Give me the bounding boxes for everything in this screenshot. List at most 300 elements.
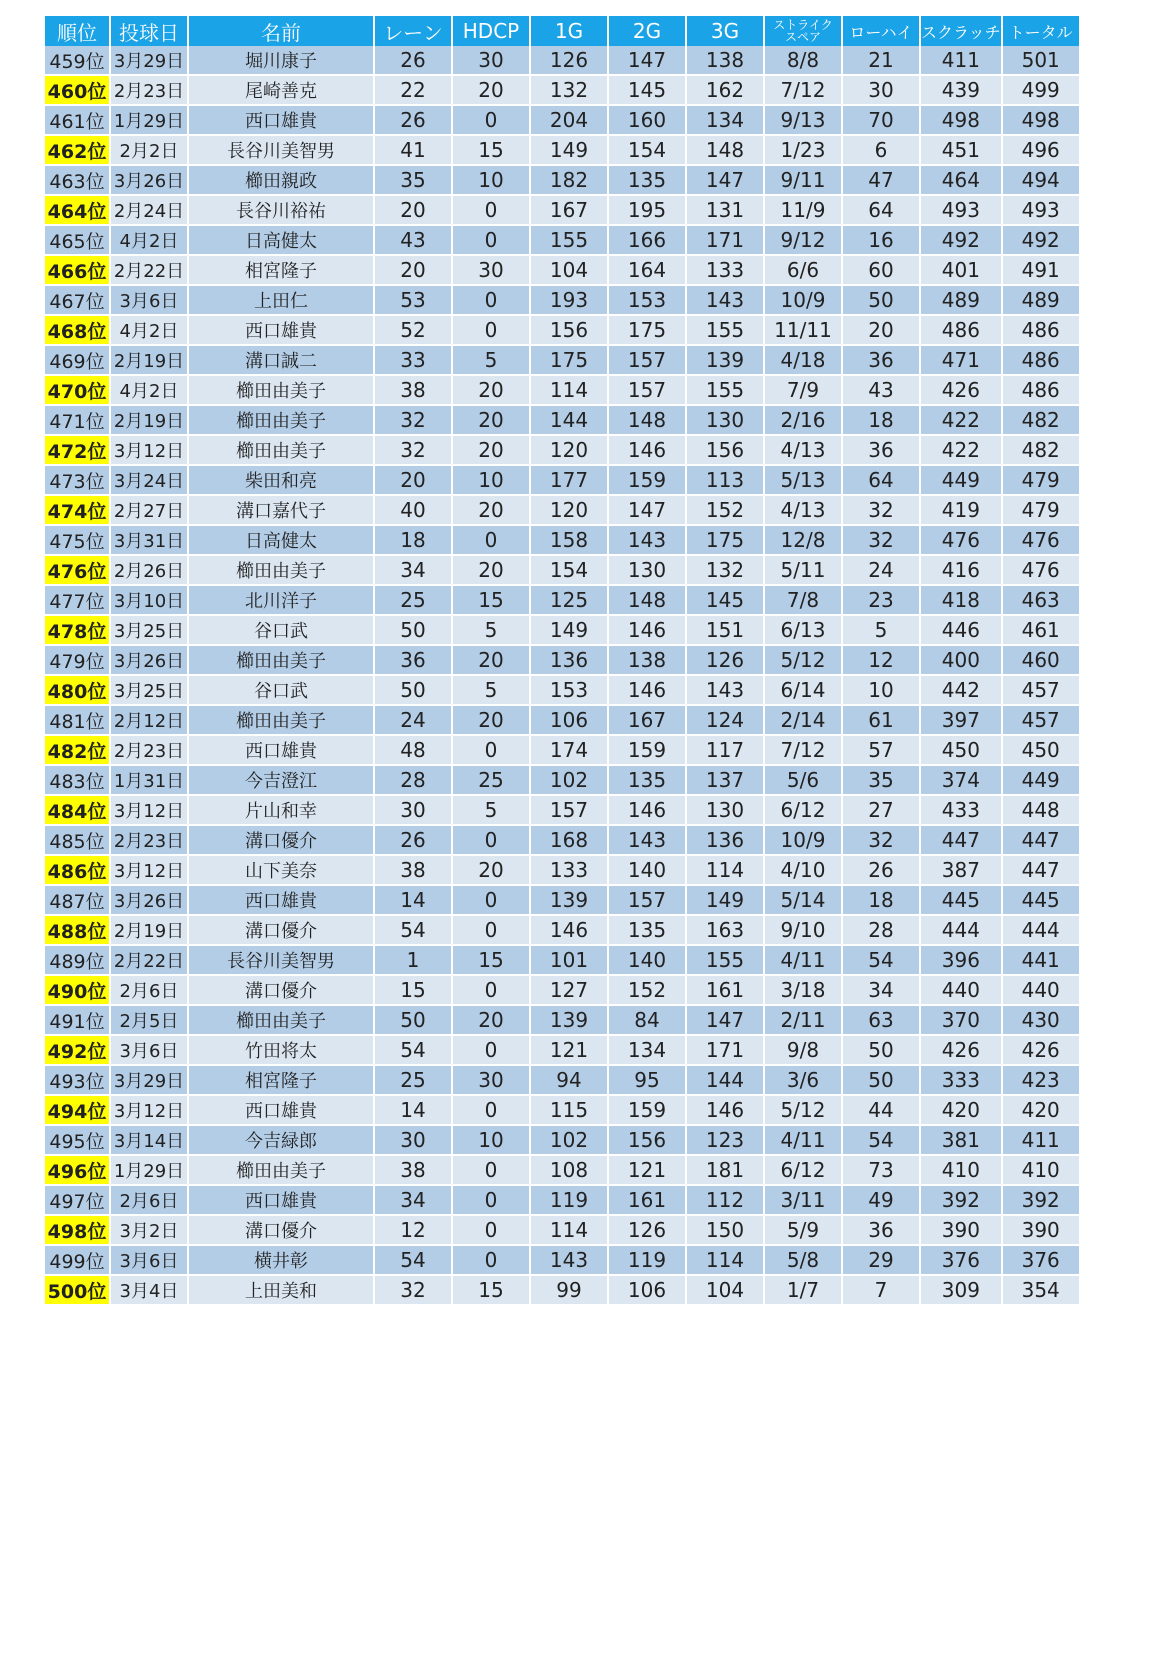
low-high-cell: 73 <box>843 1156 919 1186</box>
game2-cell: 135 <box>609 166 685 196</box>
game1-cell: 149 <box>531 136 607 166</box>
date-cell: 3月10日 <box>111 586 187 616</box>
table-row <box>45 946 1079 976</box>
low-high-cell: 63 <box>843 1006 919 1036</box>
lane-cell: 14 <box>375 1096 451 1126</box>
ranking-table <box>43 16 1081 1306</box>
lane-cell: 48 <box>375 736 451 766</box>
date-cell: 2月23日 <box>111 736 187 766</box>
game2-cell: 166 <box>609 226 685 256</box>
game3-cell: 152 <box>687 496 763 526</box>
game1-cell: 132 <box>531 76 607 106</box>
date-cell: 3月25日 <box>111 616 187 646</box>
low-high-cell: 61 <box>843 706 919 736</box>
name-cell: 堀川康子 <box>189 46 373 76</box>
name-cell: 櫛田由美子 <box>189 706 373 736</box>
game1-cell: 102 <box>531 766 607 796</box>
scratch-cell: 486 <box>921 316 1001 346</box>
date-cell: 2月27日 <box>111 496 187 526</box>
date-cell: 3月6日 <box>111 286 187 316</box>
game3-cell: 126 <box>687 646 763 676</box>
rank-cell: 485位 <box>45 826 109 856</box>
game3-cell: 143 <box>687 286 763 316</box>
strike-spare-cell: 3/6 <box>765 1066 841 1096</box>
total-cell: 496 <box>1003 136 1079 166</box>
hdcp-cell: 0 <box>453 1156 529 1186</box>
game3-cell: 132 <box>687 556 763 586</box>
low-high-cell: 32 <box>843 526 919 556</box>
table-row <box>45 346 1079 376</box>
lane-cell: 41 <box>375 136 451 166</box>
table-row <box>45 466 1079 496</box>
date-cell: 3月12日 <box>111 436 187 466</box>
game2-cell: 95 <box>609 1066 685 1096</box>
strike-spare-cell: 8/8 <box>765 46 841 76</box>
table-row <box>45 136 1079 166</box>
date-cell: 3月26日 <box>111 166 187 196</box>
total-cell: 457 <box>1003 706 1079 736</box>
hdcp-cell: 0 <box>453 316 529 346</box>
hdcp-cell: 0 <box>453 526 529 556</box>
scratch-cell: 410 <box>921 1156 1001 1186</box>
rank-cell: 497位 <box>45 1186 109 1216</box>
total-cell: 498 <box>1003 106 1079 136</box>
low-high-cell: 50 <box>843 286 919 316</box>
total-cell: 491 <box>1003 256 1079 286</box>
scratch-cell: 444 <box>921 916 1001 946</box>
total-cell: 486 <box>1003 316 1079 346</box>
game1-cell: 115 <box>531 1096 607 1126</box>
rank-cell: 483位 <box>45 766 109 796</box>
low-high-cell: 60 <box>843 256 919 286</box>
name-cell: 山下美奈 <box>189 856 373 886</box>
lane-cell: 38 <box>375 1156 451 1186</box>
strike-spare-cell: 3/11 <box>765 1186 841 1216</box>
game3-cell: 151 <box>687 616 763 646</box>
game3-cell: 161 <box>687 976 763 1006</box>
table-row <box>45 256 1079 286</box>
table-row <box>45 706 1079 736</box>
total-cell: 390 <box>1003 1216 1079 1246</box>
game3-cell: 147 <box>687 1006 763 1036</box>
game2-cell: 146 <box>609 676 685 706</box>
total-cell: 447 <box>1003 826 1079 856</box>
lane-cell: 26 <box>375 826 451 856</box>
game1-cell: 149 <box>531 616 607 646</box>
table-row <box>45 226 1079 256</box>
rank-cell: 490位 <box>45 976 109 1006</box>
game2-cell: 147 <box>609 46 685 76</box>
rank-cell: 463位 <box>45 166 109 196</box>
hdcp-cell: 20 <box>453 436 529 466</box>
game2-cell: 157 <box>609 886 685 916</box>
date-cell: 1月29日 <box>111 106 187 136</box>
game1-cell: 174 <box>531 736 607 766</box>
game3-cell: 146 <box>687 1096 763 1126</box>
low-high-cell: 30 <box>843 76 919 106</box>
date-cell: 1月31日 <box>111 766 187 796</box>
game2-cell: 140 <box>609 856 685 886</box>
name-cell: 長谷川美智男 <box>189 136 373 166</box>
game2-cell: 135 <box>609 916 685 946</box>
game3-cell: 175 <box>687 526 763 556</box>
game1-cell: 108 <box>531 1156 607 1186</box>
rank-cell: 464位 <box>45 196 109 226</box>
date-cell: 4月2日 <box>111 316 187 346</box>
hdcp-cell: 0 <box>453 886 529 916</box>
name-cell: 尾崎善克 <box>189 76 373 106</box>
scratch-cell: 447 <box>921 826 1001 856</box>
game2-cell: 153 <box>609 286 685 316</box>
name-cell: 櫛田親政 <box>189 166 373 196</box>
table-row <box>45 526 1079 556</box>
strike-spare-cell: 5/12 <box>765 646 841 676</box>
game3-cell: 113 <box>687 466 763 496</box>
game1-cell: 102 <box>531 1126 607 1156</box>
hdcp-cell: 0 <box>453 1096 529 1126</box>
low-high-cell: 70 <box>843 106 919 136</box>
low-high-cell: 20 <box>843 316 919 346</box>
game2-cell: 148 <box>609 406 685 436</box>
game1-cell: 106 <box>531 706 607 736</box>
total-cell: 463 <box>1003 586 1079 616</box>
hdcp-cell: 0 <box>453 1216 529 1246</box>
lane-cell: 1 <box>375 946 451 976</box>
date-cell: 3月31日 <box>111 526 187 556</box>
game2-cell: 159 <box>609 736 685 766</box>
hdcp-cell: 5 <box>453 616 529 646</box>
game1-cell: 120 <box>531 496 607 526</box>
header-lane: レーン <box>375 16 451 46</box>
date-cell: 3月29日 <box>111 1066 187 1096</box>
date-cell: 2月23日 <box>111 76 187 106</box>
game1-cell: 125 <box>531 586 607 616</box>
table-row <box>45 76 1079 106</box>
game1-cell: 204 <box>531 106 607 136</box>
total-cell: 476 <box>1003 526 1079 556</box>
low-high-cell: 43 <box>843 376 919 406</box>
game1-cell: 158 <box>531 526 607 556</box>
rank-cell: 495位 <box>45 1126 109 1156</box>
strike-spare-cell: 5/13 <box>765 466 841 496</box>
rank-cell: 471位 <box>45 406 109 436</box>
name-cell: 溝口嘉代子 <box>189 496 373 526</box>
lane-cell: 20 <box>375 196 451 226</box>
game3-cell: 112 <box>687 1186 763 1216</box>
total-cell: 493 <box>1003 196 1079 226</box>
table-row <box>45 1216 1079 1246</box>
scratch-cell: 397 <box>921 706 1001 736</box>
lane-cell: 34 <box>375 1186 451 1216</box>
name-cell: 日高健太 <box>189 526 373 556</box>
date-cell: 3月12日 <box>111 1096 187 1126</box>
total-cell: 486 <box>1003 346 1079 376</box>
hdcp-cell: 0 <box>453 196 529 226</box>
table-row <box>45 796 1079 826</box>
low-high-cell: 16 <box>843 226 919 256</box>
low-high-cell: 36 <box>843 346 919 376</box>
game1-cell: 136 <box>531 646 607 676</box>
scratch-cell: 309 <box>921 1276 1001 1306</box>
game2-cell: 161 <box>609 1186 685 1216</box>
name-cell: 上田仁 <box>189 286 373 316</box>
total-cell: 460 <box>1003 646 1079 676</box>
game1-cell: 101 <box>531 946 607 976</box>
rank-cell: 459位 <box>45 46 109 76</box>
low-high-cell: 10 <box>843 676 919 706</box>
hdcp-cell: 0 <box>453 976 529 1006</box>
scratch-cell: 439 <box>921 76 1001 106</box>
scratch-cell: 370 <box>921 1006 1001 1036</box>
lane-cell: 25 <box>375 1066 451 1096</box>
scratch-cell: 492 <box>921 226 1001 256</box>
rank-cell: 467位 <box>45 286 109 316</box>
strike-spare-cell: 6/12 <box>765 796 841 826</box>
game1-cell: 144 <box>531 406 607 436</box>
scratch-cell: 376 <box>921 1246 1001 1276</box>
strike-spare-cell: 5/6 <box>765 766 841 796</box>
name-cell: 西口雄貴 <box>189 1186 373 1216</box>
rank-cell: 476位 <box>45 556 109 586</box>
game3-cell: 143 <box>687 676 763 706</box>
total-cell: 492 <box>1003 226 1079 256</box>
rank-cell: 472位 <box>45 436 109 466</box>
low-high-cell: 54 <box>843 946 919 976</box>
game2-cell: 126 <box>609 1216 685 1246</box>
header-game3: 3G <box>687 16 763 46</box>
table-row <box>45 586 1079 616</box>
table-row <box>45 826 1079 856</box>
rank-cell: 486位 <box>45 856 109 886</box>
table-row <box>45 1066 1079 1096</box>
header-name: 名前 <box>189 16 373 46</box>
lane-cell: 35 <box>375 166 451 196</box>
hdcp-cell: 30 <box>453 46 529 76</box>
scratch-cell: 440 <box>921 976 1001 1006</box>
lane-cell: 22 <box>375 76 451 106</box>
game2-cell: 157 <box>609 346 685 376</box>
game1-cell: 143 <box>531 1246 607 1276</box>
name-cell: 今吉澄江 <box>189 766 373 796</box>
lane-cell: 50 <box>375 1006 451 1036</box>
header-hdcp: HDCP <box>453 16 529 46</box>
name-cell: 溝口優介 <box>189 1216 373 1246</box>
game2-cell: 167 <box>609 706 685 736</box>
rank-cell: 487位 <box>45 886 109 916</box>
low-high-cell: 21 <box>843 46 919 76</box>
table-row <box>45 916 1079 946</box>
lane-cell: 20 <box>375 256 451 286</box>
scratch-cell: 418 <box>921 586 1001 616</box>
strike-spare-cell: 3/18 <box>765 976 841 1006</box>
rank-cell: 469位 <box>45 346 109 376</box>
lane-cell: 30 <box>375 1126 451 1156</box>
low-high-cell: 7 <box>843 1276 919 1306</box>
table-row <box>45 196 1079 226</box>
scratch-cell: 392 <box>921 1186 1001 1216</box>
hdcp-cell: 0 <box>453 226 529 256</box>
low-high-cell: 57 <box>843 736 919 766</box>
game1-cell: 167 <box>531 196 607 226</box>
name-cell: 谷口武 <box>189 616 373 646</box>
date-cell: 1月29日 <box>111 1156 187 1186</box>
game3-cell: 124 <box>687 706 763 736</box>
table-row <box>45 1126 1079 1156</box>
game1-cell: 154 <box>531 556 607 586</box>
rank-cell: 468位 <box>45 316 109 346</box>
strike-spare-cell: 5/9 <box>765 1216 841 1246</box>
scratch-cell: 445 <box>921 886 1001 916</box>
game1-cell: 157 <box>531 796 607 826</box>
name-cell: 西口雄貴 <box>189 736 373 766</box>
name-cell: 長谷川裕祐 <box>189 196 373 226</box>
rank-cell: 461位 <box>45 106 109 136</box>
hdcp-cell: 10 <box>453 466 529 496</box>
name-cell: 長谷川美智男 <box>189 946 373 976</box>
rank-cell: 479位 <box>45 646 109 676</box>
date-cell: 3月29日 <box>111 46 187 76</box>
name-cell: 櫛田由美子 <box>189 646 373 676</box>
low-high-cell: 28 <box>843 916 919 946</box>
low-high-cell: 50 <box>843 1066 919 1096</box>
lane-cell: 26 <box>375 46 451 76</box>
rank-cell: 498位 <box>45 1216 109 1246</box>
hdcp-cell: 20 <box>453 1006 529 1036</box>
header-game1: 1G <box>531 16 607 46</box>
total-cell: 420 <box>1003 1096 1079 1126</box>
total-cell: 479 <box>1003 466 1079 496</box>
total-cell: 486 <box>1003 376 1079 406</box>
name-cell: 谷口武 <box>189 676 373 706</box>
rank-cell: 478位 <box>45 616 109 646</box>
hdcp-cell: 10 <box>453 166 529 196</box>
strike-spare-cell: 4/13 <box>765 496 841 526</box>
name-cell: 西口雄貴 <box>189 106 373 136</box>
low-high-cell: 44 <box>843 1096 919 1126</box>
table-row <box>45 976 1079 1006</box>
low-high-cell: 24 <box>843 556 919 586</box>
strike-spare-cell: 1/23 <box>765 136 841 166</box>
low-high-cell: 47 <box>843 166 919 196</box>
lane-cell: 50 <box>375 616 451 646</box>
game2-cell: 119 <box>609 1246 685 1276</box>
table-body <box>45 46 1079 1306</box>
game3-cell: 163 <box>687 916 763 946</box>
low-high-cell: 50 <box>843 1036 919 1066</box>
name-cell: 溝口誠二 <box>189 346 373 376</box>
name-cell: 横井彰 <box>189 1246 373 1276</box>
header-rank: 順位 <box>45 16 109 46</box>
rank-cell: 465位 <box>45 226 109 256</box>
low-high-cell: 32 <box>843 826 919 856</box>
name-cell: 櫛田由美子 <box>189 1156 373 1186</box>
game2-cell: 159 <box>609 466 685 496</box>
scratch-cell: 449 <box>921 466 1001 496</box>
game2-cell: 154 <box>609 136 685 166</box>
game1-cell: 182 <box>531 166 607 196</box>
date-cell: 4月2日 <box>111 376 187 406</box>
scratch-cell: 390 <box>921 1216 1001 1246</box>
hdcp-cell: 20 <box>453 856 529 886</box>
name-cell: 西口雄貴 <box>189 1096 373 1126</box>
lane-cell: 53 <box>375 286 451 316</box>
low-high-cell: 35 <box>843 766 919 796</box>
strike-spare-cell: 4/11 <box>765 1126 841 1156</box>
strike-spare-cell: 6/12 <box>765 1156 841 1186</box>
game2-cell: 145 <box>609 76 685 106</box>
game2-cell: 106 <box>609 1276 685 1306</box>
date-cell: 3月12日 <box>111 856 187 886</box>
lane-cell: 15 <box>375 976 451 1006</box>
game1-cell: 126 <box>531 46 607 76</box>
date-cell: 2月19日 <box>111 346 187 376</box>
total-cell: 426 <box>1003 1036 1079 1066</box>
rank-cell: 481位 <box>45 706 109 736</box>
lane-cell: 40 <box>375 496 451 526</box>
lane-cell: 32 <box>375 406 451 436</box>
game2-cell: 146 <box>609 436 685 466</box>
date-cell: 2月22日 <box>111 256 187 286</box>
game1-cell: 139 <box>531 886 607 916</box>
scratch-cell: 400 <box>921 646 1001 676</box>
game2-cell: 138 <box>609 646 685 676</box>
scratch-cell: 420 <box>921 1096 1001 1126</box>
game1-cell: 114 <box>531 1216 607 1246</box>
game1-cell: 193 <box>531 286 607 316</box>
game3-cell: 144 <box>687 1066 763 1096</box>
date-cell: 3月25日 <box>111 676 187 706</box>
table-row <box>45 496 1079 526</box>
date-cell: 2月12日 <box>111 706 187 736</box>
hdcp-cell: 15 <box>453 586 529 616</box>
game1-cell: 99 <box>531 1276 607 1306</box>
lane-cell: 14 <box>375 886 451 916</box>
rank-cell: 499位 <box>45 1246 109 1276</box>
hdcp-cell: 5 <box>453 676 529 706</box>
lane-cell: 25 <box>375 586 451 616</box>
total-cell: 411 <box>1003 1126 1079 1156</box>
strike-spare-cell: 4/10 <box>765 856 841 886</box>
total-cell: 449 <box>1003 766 1079 796</box>
game1-cell: 120 <box>531 436 607 466</box>
game3-cell: 147 <box>687 166 763 196</box>
date-cell: 2月26日 <box>111 556 187 586</box>
hdcp-cell: 5 <box>453 796 529 826</box>
hdcp-cell: 20 <box>453 496 529 526</box>
game2-cell: 195 <box>609 196 685 226</box>
table-row <box>45 1156 1079 1186</box>
total-cell: 482 <box>1003 406 1079 436</box>
game3-cell: 162 <box>687 76 763 106</box>
game2-cell: 157 <box>609 376 685 406</box>
table-row <box>45 616 1079 646</box>
game2-cell: 147 <box>609 496 685 526</box>
lane-cell: 36 <box>375 646 451 676</box>
strike-spare-cell: 9/10 <box>765 916 841 946</box>
scratch-cell: 416 <box>921 556 1001 586</box>
table-row <box>45 286 1079 316</box>
game2-cell: 159 <box>609 1096 685 1126</box>
date-cell: 2月5日 <box>111 1006 187 1036</box>
date-cell: 2月19日 <box>111 406 187 436</box>
table-row <box>45 886 1079 916</box>
table-row <box>45 1276 1079 1306</box>
lane-cell: 20 <box>375 466 451 496</box>
strike-spare-cell: 2/11 <box>765 1006 841 1036</box>
hdcp-cell: 25 <box>453 766 529 796</box>
strike-spare-cell: 11/9 <box>765 196 841 226</box>
game3-cell: 136 <box>687 826 763 856</box>
